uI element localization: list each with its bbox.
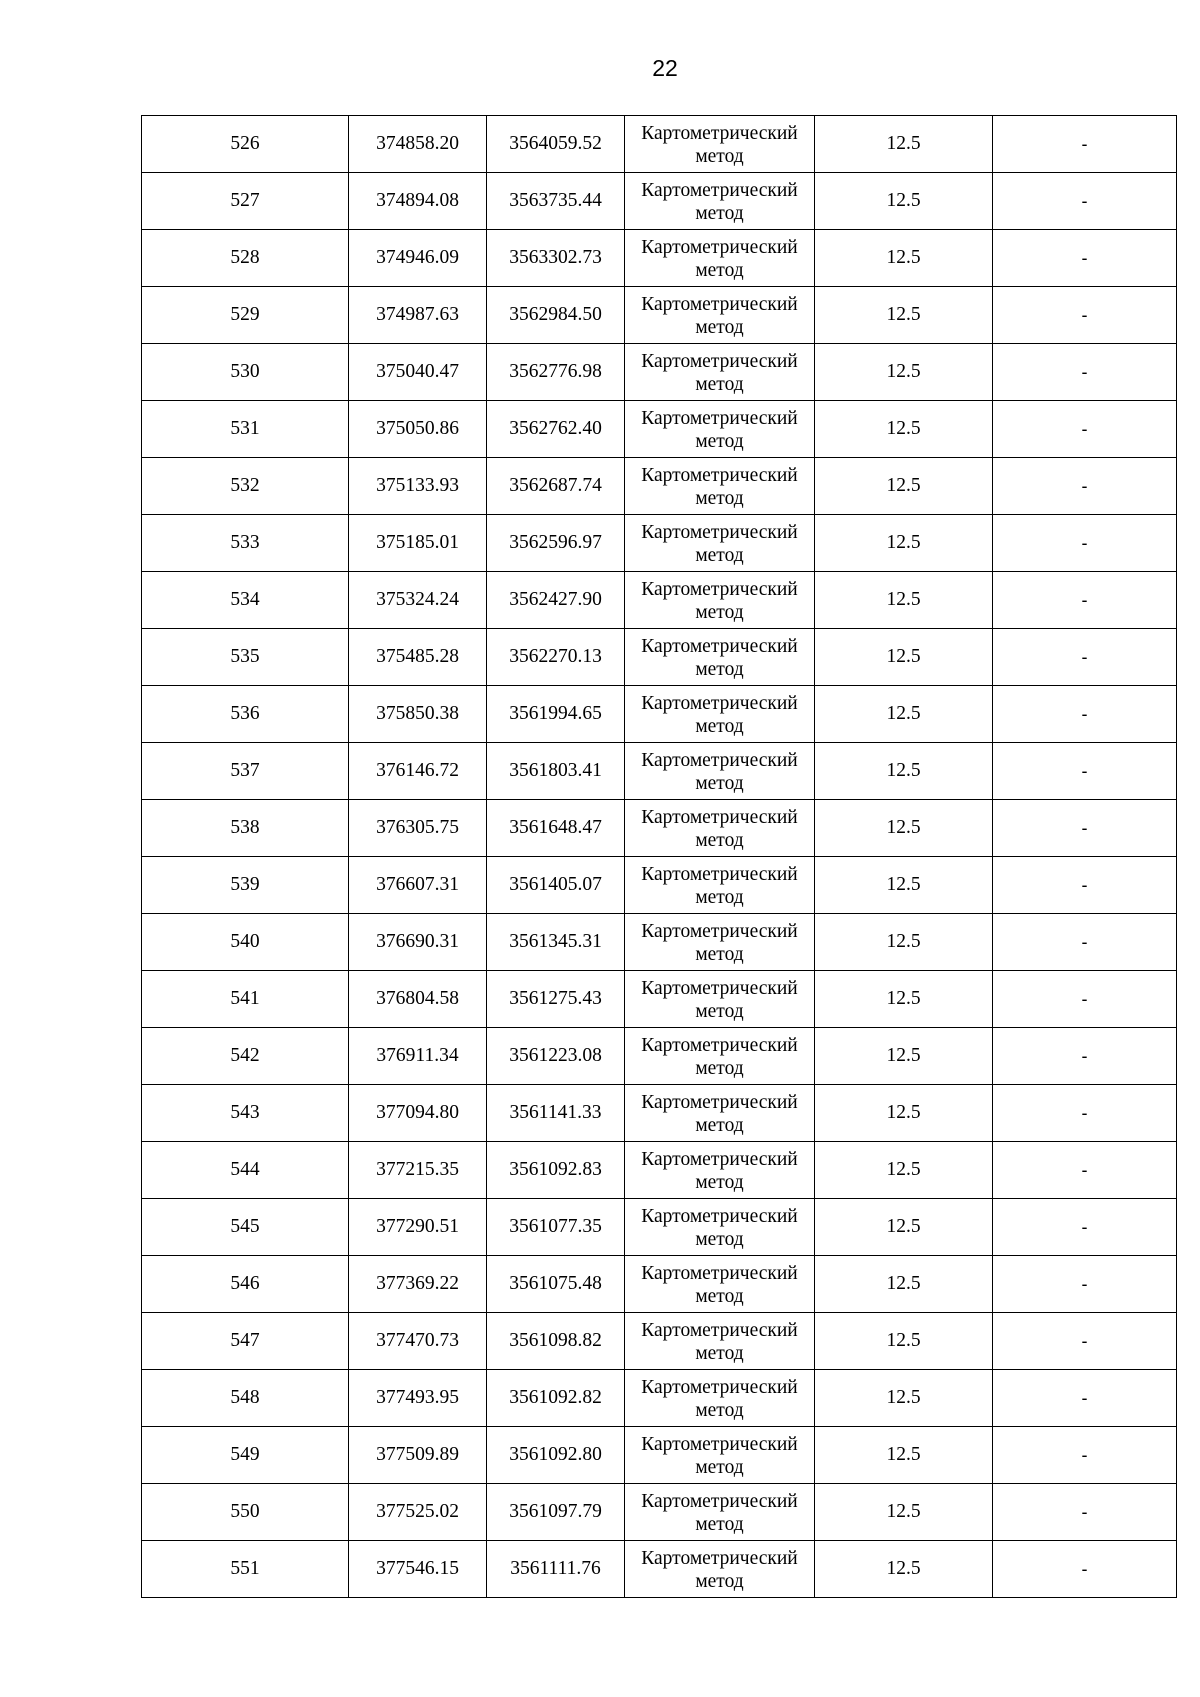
note-cell: - xyxy=(993,1028,1177,1085)
method-text: Картометрический метод xyxy=(641,180,798,224)
y-coordinate-cell: 3561275.43 xyxy=(487,971,625,1028)
note-cell: - xyxy=(993,629,1177,686)
table-row xyxy=(142,230,1177,287)
y-coordinate-cell: 3561098.82 xyxy=(487,1313,625,1370)
point-number-cell: 546 xyxy=(142,1256,349,1313)
table-row xyxy=(142,971,1177,1028)
method-cell xyxy=(625,686,815,743)
accuracy-cell: 12.5 xyxy=(815,401,993,458)
method-cell xyxy=(625,1313,815,1370)
accuracy-cell: 12.5 xyxy=(815,230,993,287)
x-coordinate-cell: 375133.93 xyxy=(349,458,487,515)
table-row xyxy=(142,1028,1177,1085)
point-number-cell: 542 xyxy=(142,1028,349,1085)
method-text: Картометрический метод xyxy=(641,1035,798,1079)
note-cell: - xyxy=(993,1427,1177,1484)
note-cell: - xyxy=(993,743,1177,800)
method-cell xyxy=(625,629,815,686)
note-cell: - xyxy=(993,116,1177,173)
accuracy-cell: 12.5 xyxy=(815,572,993,629)
note-cell: - xyxy=(993,458,1177,515)
table-row xyxy=(142,1484,1177,1541)
y-coordinate-cell: 3562596.97 xyxy=(487,515,625,572)
table-row xyxy=(142,800,1177,857)
point-number-cell: 547 xyxy=(142,1313,349,1370)
accuracy-cell: 12.5 xyxy=(815,971,993,1028)
y-coordinate-cell: 3561077.35 xyxy=(487,1199,625,1256)
method-text: Картометрический метод xyxy=(641,237,798,281)
point-number-cell: 532 xyxy=(142,458,349,515)
point-number-cell: 536 xyxy=(142,686,349,743)
note-cell: - xyxy=(993,1085,1177,1142)
y-coordinate-cell: 3561141.33 xyxy=(487,1085,625,1142)
point-number-cell: 529 xyxy=(142,287,349,344)
x-coordinate-cell: 375850.38 xyxy=(349,686,487,743)
accuracy-cell: 12.5 xyxy=(815,1370,993,1427)
table-row xyxy=(142,1541,1177,1598)
accuracy-cell: 12.5 xyxy=(815,1427,993,1484)
y-coordinate-cell: 3562687.74 xyxy=(487,458,625,515)
table-row xyxy=(142,572,1177,629)
x-coordinate-cell: 374894.08 xyxy=(349,173,487,230)
x-coordinate-cell: 376146.72 xyxy=(349,743,487,800)
note-cell: - xyxy=(993,914,1177,971)
note-cell: - xyxy=(993,686,1177,743)
note-cell: - xyxy=(993,572,1177,629)
table-row xyxy=(142,116,1177,173)
y-coordinate-cell: 3564059.52 xyxy=(487,116,625,173)
method-text: Картометрический метод xyxy=(641,408,798,452)
accuracy-cell: 12.5 xyxy=(815,173,993,230)
table-row xyxy=(142,458,1177,515)
accuracy-cell: 12.5 xyxy=(815,116,993,173)
method-text: Картометрический метод xyxy=(641,1434,798,1478)
accuracy-cell: 12.5 xyxy=(815,1028,993,1085)
y-coordinate-cell: 3561075.48 xyxy=(487,1256,625,1313)
accuracy-cell: 12.5 xyxy=(815,1199,993,1256)
point-number-cell: 534 xyxy=(142,572,349,629)
accuracy-cell: 12.5 xyxy=(815,914,993,971)
y-coordinate-cell: 3561092.82 xyxy=(487,1370,625,1427)
method-text: Картометрический метод xyxy=(641,294,798,338)
note-cell: - xyxy=(993,1313,1177,1370)
note-cell: - xyxy=(993,287,1177,344)
accuracy-cell: 12.5 xyxy=(815,1256,993,1313)
y-coordinate-cell: 3562776.98 xyxy=(487,344,625,401)
table-row xyxy=(142,401,1177,458)
accuracy-cell: 12.5 xyxy=(815,344,993,401)
method-text: Картометрический метод xyxy=(641,636,798,680)
y-coordinate-cell: 3562270.13 xyxy=(487,629,625,686)
point-number-cell: 544 xyxy=(142,1142,349,1199)
accuracy-cell: 12.5 xyxy=(815,629,993,686)
point-number-cell: 533 xyxy=(142,515,349,572)
coordinates-table-body xyxy=(142,116,1177,1598)
note-cell: - xyxy=(993,401,1177,458)
x-coordinate-cell: 375185.01 xyxy=(349,515,487,572)
point-number-cell: 545 xyxy=(142,1199,349,1256)
note-cell: - xyxy=(993,1256,1177,1313)
note-cell: - xyxy=(993,971,1177,1028)
note-cell: - xyxy=(993,173,1177,230)
method-text: Картометрический метод xyxy=(641,1092,798,1136)
y-coordinate-cell: 3562762.40 xyxy=(487,401,625,458)
x-coordinate-cell: 377215.35 xyxy=(349,1142,487,1199)
table-row xyxy=(142,173,1177,230)
y-coordinate-cell: 3561223.08 xyxy=(487,1028,625,1085)
x-coordinate-cell: 376690.31 xyxy=(349,914,487,971)
table-row xyxy=(142,629,1177,686)
method-cell xyxy=(625,1199,815,1256)
x-coordinate-cell: 374858.20 xyxy=(349,116,487,173)
point-number-cell: 531 xyxy=(142,401,349,458)
method-text: Картометрический метод xyxy=(641,1206,798,1250)
method-text: Картометрический метод xyxy=(641,1320,798,1364)
x-coordinate-cell: 375050.86 xyxy=(349,401,487,458)
method-cell xyxy=(625,1028,815,1085)
method-cell xyxy=(625,458,815,515)
method-cell xyxy=(625,914,815,971)
accuracy-cell: 12.5 xyxy=(815,686,993,743)
y-coordinate-cell: 3561111.76 xyxy=(487,1541,625,1598)
method-text: Картометрический метод xyxy=(641,351,798,395)
method-cell xyxy=(625,1427,815,1484)
method-cell xyxy=(625,287,815,344)
y-coordinate-cell: 3561092.80 xyxy=(487,1427,625,1484)
table-row xyxy=(142,1313,1177,1370)
coordinates-table xyxy=(141,115,1177,1598)
table-row xyxy=(142,686,1177,743)
method-cell xyxy=(625,743,815,800)
point-number-cell: 535 xyxy=(142,629,349,686)
accuracy-cell: 12.5 xyxy=(815,515,993,572)
x-coordinate-cell: 377493.95 xyxy=(349,1370,487,1427)
y-coordinate-cell: 3562984.50 xyxy=(487,287,625,344)
point-number-cell: 527 xyxy=(142,173,349,230)
y-coordinate-cell: 3563735.44 xyxy=(487,173,625,230)
method-cell xyxy=(625,173,815,230)
point-number-cell: 548 xyxy=(142,1370,349,1427)
accuracy-cell: 12.5 xyxy=(815,1484,993,1541)
method-text: Картометрический метод xyxy=(641,750,798,794)
page-number: 22 xyxy=(652,55,678,81)
x-coordinate-cell: 377094.80 xyxy=(349,1085,487,1142)
table-row xyxy=(142,1256,1177,1313)
x-coordinate-cell: 377369.22 xyxy=(349,1256,487,1313)
table-row xyxy=(142,515,1177,572)
method-cell xyxy=(625,1142,815,1199)
method-text: Картометрический метод xyxy=(641,1263,798,1307)
y-coordinate-cell: 3562427.90 xyxy=(487,572,625,629)
method-text: Картометрический метод xyxy=(641,807,798,851)
note-cell: - xyxy=(993,800,1177,857)
point-number-cell: 526 xyxy=(142,116,349,173)
x-coordinate-cell: 377509.89 xyxy=(349,1427,487,1484)
x-coordinate-cell: 375485.28 xyxy=(349,629,487,686)
y-coordinate-cell: 3561345.31 xyxy=(487,914,625,971)
note-cell: - xyxy=(993,230,1177,287)
y-coordinate-cell: 3561092.83 xyxy=(487,1142,625,1199)
method-cell xyxy=(625,1256,815,1313)
table-row xyxy=(142,1427,1177,1484)
method-cell xyxy=(625,572,815,629)
table-row xyxy=(142,1199,1177,1256)
note-cell: - xyxy=(993,1142,1177,1199)
table-row xyxy=(142,1142,1177,1199)
point-number-cell: 549 xyxy=(142,1427,349,1484)
method-text: Картометрический метод xyxy=(641,921,798,965)
x-coordinate-cell: 375324.24 xyxy=(349,572,487,629)
y-coordinate-cell: 3563302.73 xyxy=(487,230,625,287)
x-coordinate-cell: 375040.47 xyxy=(349,344,487,401)
method-cell xyxy=(625,230,815,287)
accuracy-cell: 12.5 xyxy=(815,743,993,800)
accuracy-cell: 12.5 xyxy=(815,1142,993,1199)
point-number-cell: 537 xyxy=(142,743,349,800)
method-text: Картометрический метод xyxy=(641,465,798,509)
x-coordinate-cell: 376305.75 xyxy=(349,800,487,857)
y-coordinate-cell: 3561405.07 xyxy=(487,857,625,914)
note-cell: - xyxy=(993,857,1177,914)
method-cell xyxy=(625,401,815,458)
note-cell: - xyxy=(993,344,1177,401)
table-row xyxy=(142,1085,1177,1142)
method-cell xyxy=(625,971,815,1028)
table-row xyxy=(142,743,1177,800)
table-row xyxy=(142,344,1177,401)
method-cell xyxy=(625,1085,815,1142)
method-cell xyxy=(625,116,815,173)
point-number-cell: 538 xyxy=(142,800,349,857)
accuracy-cell: 12.5 xyxy=(815,287,993,344)
note-cell: - xyxy=(993,1541,1177,1598)
method-cell xyxy=(625,800,815,857)
x-coordinate-cell: 376607.31 xyxy=(349,857,487,914)
x-coordinate-cell: 374987.63 xyxy=(349,287,487,344)
method-cell xyxy=(625,857,815,914)
accuracy-cell: 12.5 xyxy=(815,1313,993,1370)
accuracy-cell: 12.5 xyxy=(815,1541,993,1598)
point-number-cell: 528 xyxy=(142,230,349,287)
method-text: Картометрический метод xyxy=(641,579,798,623)
method-text: Картометрический метод xyxy=(641,522,798,566)
x-coordinate-cell: 374946.09 xyxy=(349,230,487,287)
method-cell xyxy=(625,515,815,572)
method-text: Картометрический метод xyxy=(641,1548,798,1592)
note-cell: - xyxy=(993,1370,1177,1427)
y-coordinate-cell: 3561994.65 xyxy=(487,686,625,743)
method-text: Картометрический метод xyxy=(641,864,798,908)
table-row xyxy=(142,914,1177,971)
note-cell: - xyxy=(993,1484,1177,1541)
method-cell xyxy=(625,1370,815,1427)
accuracy-cell: 12.5 xyxy=(815,800,993,857)
x-coordinate-cell: 376804.58 xyxy=(349,971,487,1028)
point-number-cell: 550 xyxy=(142,1484,349,1541)
method-cell xyxy=(625,1541,815,1598)
x-coordinate-cell: 377290.51 xyxy=(349,1199,487,1256)
note-cell: - xyxy=(993,515,1177,572)
point-number-cell: 540 xyxy=(142,914,349,971)
x-coordinate-cell: 377525.02 xyxy=(349,1484,487,1541)
method-text: Картометрический метод xyxy=(641,978,798,1022)
method-text: Картометрический метод xyxy=(641,693,798,737)
method-cell xyxy=(625,344,815,401)
point-number-cell: 541 xyxy=(142,971,349,1028)
accuracy-cell: 12.5 xyxy=(815,458,993,515)
method-text: Картометрический метод xyxy=(641,1491,798,1535)
method-cell xyxy=(625,1484,815,1541)
table-row xyxy=(142,287,1177,344)
accuracy-cell: 12.5 xyxy=(815,1085,993,1142)
x-coordinate-cell: 377546.15 xyxy=(349,1541,487,1598)
x-coordinate-cell: 377470.73 xyxy=(349,1313,487,1370)
point-number-cell: 530 xyxy=(142,344,349,401)
method-text: Картометрический метод xyxy=(641,123,798,167)
method-text: Картометрический метод xyxy=(641,1377,798,1421)
table-row xyxy=(142,1370,1177,1427)
note-cell: - xyxy=(993,1199,1177,1256)
y-coordinate-cell: 3561097.79 xyxy=(487,1484,625,1541)
y-coordinate-cell: 3561648.47 xyxy=(487,800,625,857)
accuracy-cell: 12.5 xyxy=(815,857,993,914)
point-number-cell: 539 xyxy=(142,857,349,914)
y-coordinate-cell: 3561803.41 xyxy=(487,743,625,800)
method-text: Картометрический метод xyxy=(641,1149,798,1193)
table-row xyxy=(142,857,1177,914)
point-number-cell: 551 xyxy=(142,1541,349,1598)
x-coordinate-cell: 376911.34 xyxy=(349,1028,487,1085)
point-number-cell: 543 xyxy=(142,1085,349,1142)
